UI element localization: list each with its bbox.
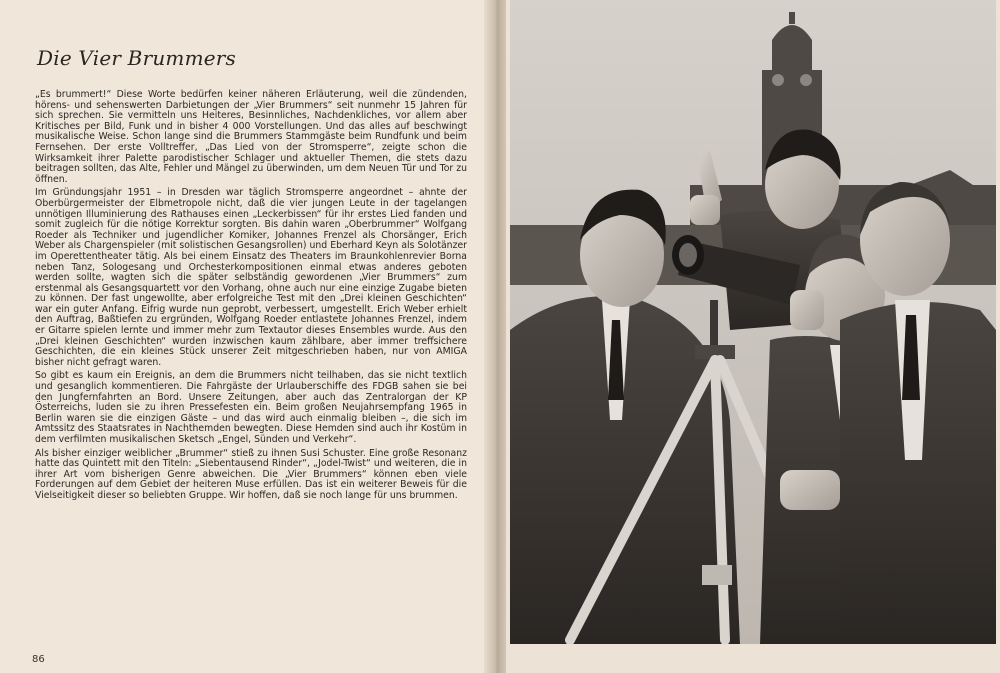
paragraph-1: „Es brummert!“ Diese Worte bedürfen keiner näheren Erläuterung, weil die zündenden, hörens- und sehenswerten Darbietungen der „Vier Brummers“ seit nunmehr 15 Jahren für sich sprechen. Sie vermitteln uns Heiteres, Besinnliches, Nachdenkliches, vor allem aber Kritisches per Bild, Funk und in bisher 4 000 Vorstellungen. Und das alles auf beschwingt musikalische Weise. Schon lange sind die Brummers Stammgäste beim Rundfunk und beim Fernsehen. Der erste Volltreffer, „Das Lied von der Stromsperre“, zeigte schon die Wirksamkeit ihrer Palette parodistischer Schlager und aktueller Themen, die stets dazu beitragen sollten, das Alte, Fehler und Mängel zu überwinden, um dem Neuen Tür und Tor zu öffnen.	[35, 89, 467, 185]
left-page	[0, 0, 492, 673]
paragraph-2: Im Gründungsjahr 1951 – in Dresden war täglich Stromsperre angeordnet – ahnte der Oberbürgermeister der Elbmetropole nicht, daß die vier jungen Leute in der tagelangen unnötigen Illuminierung des Rathauses einen „Leckerbissen“ für ihr erstes Lied fanden und somit zugleich für die nötige Korrektur sorgten. Bis dahin waren „Oberbrummer“ Wolfgang Roeder als Techniker und jugendlicher Komiker, Johannes Frenzel als Chorsänger, Erich Weber als Chargenspieler (mit solistischen Gesangsrollen) und Eberhard Keyn als Solotänzer im Operettentheater tätig. Als bei einem Einsatz des Theaters im Braunkohlenrevier Borna neben Tanz, Sologesang und Orchesterkompositionen einmal etwas anderes geboten werden sollte, wagten sich die später selbständig gewordenen „Vier Brummers“ zum erstenmal als Gesangsquartett vor den Vorhang, ohne auch nur eine einzige Zugabe bieten zu können. Der fast ungewollte, aber erfolgreiche Test mit den „Drei kleinen Geschichten“ war ein guter Anfang. Eifrig wurde nun geprobt, verbessert, umgestellt. Erich Weber erhielt den Auftrag, Baßtiefen zu ergründen, Wolfgang Roeder entlastete Johannes Frenzel, indem er Gitarre spielen lernte und immer mehr zum Textautor dieses Ensembles wurde. Aus den „Drei kleinen Geschichten“ wurden inzwischen kaum zählbare, aber immer treffsichere Geschichten, die ein kleines Stück unserer Zeit mitgeschrieben haben, nur von AMIGA bisher nicht gefragt waren.	[35, 187, 467, 368]
paragraph-4: Als bisher einziger weiblicher „Brummer“ stieß zu ihnen Susi Schuster. Eine große Resonanz hatte das Quintett mit den Titeln: „Siebentausend Rinder“, „Jodel-Twist“ und weiteren, die in ihrer Art vom bisherigen Genre abweichen. Die „Vier Brummers“ können eben viele Forderungen auf dem Gebiet der heiteren Muse erfüllen. Das ist ein weiterer Beweis für die Vielseitigkeit dieser so beliebten Gruppe. Wir hoffen, daß sie noch lange für uns brummen.	[35, 447, 467, 501]
book-gutter	[484, 0, 508, 673]
page-number: 86	[32, 654, 45, 665]
paragraph-3: So gibt es kaum ein Ereignis, an dem die Brummers nicht teilhaben, das sie nicht textlich und gesanglich kommentieren. Die Fahrgäste der Urlauberschiffe des FDGB sahen sie bei den Jungfernfahrten an Bord. Unsere Zeitungen, aber auch das Zentralorgan der KP Österreichs, luden sie zu ihren Pressefesten ein. Beim großen Neujahrsempfang 1965 in Berlin waren sie die einzigen Gäste – und das wird auch einmalig bleiben –, die sich im Amtssitz des Staatsrates in Nachthemden bewegten. Diese Hemden sind auch ihr Kostüm in dem verfilmten musikalischen Sketsch „Engel, Sünden und Verkehr“.	[35, 370, 467, 445]
page-title: Die Vier Brummers	[37, 46, 236, 70]
tripod-plate	[702, 565, 732, 585]
group-photo-icon	[510, 0, 996, 644]
article-body	[35, 90, 467, 505]
